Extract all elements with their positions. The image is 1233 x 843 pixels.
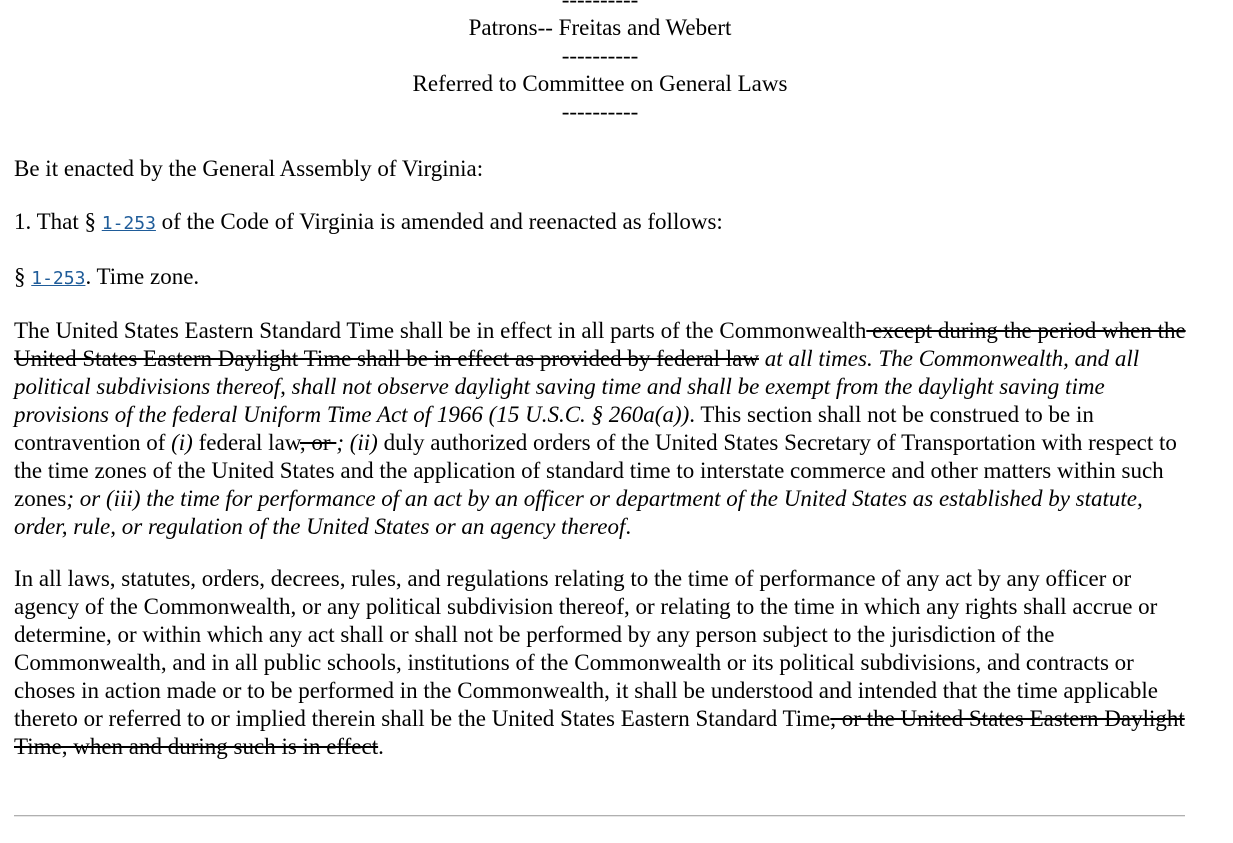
horizontal-rule <box>14 815 1185 817</box>
text-segment: federal law <box>192 430 300 455</box>
committee-referral: Referred to Committee on General Laws <box>412 71 788 96</box>
section-paragraph-1 <box>14 317 1186 541</box>
deleted-text: except during the period when the United States Eastern Daylight Time shall be in effect as provided by federal law <box>14 318 1186 371</box>
section-intro <box>14 208 1186 238</box>
separator-dashes-mid: ---------- <box>561 43 639 68</box>
section-heading-prefix: § <box>14 264 32 289</box>
patrons-line: Patrons-- Freitas and Webert <box>468 15 732 40</box>
inserted-text: (i) <box>171 430 193 455</box>
separator-dashes-bottom: ---------- <box>561 99 639 124</box>
section-heading-link[interactable]: 1-253 <box>31 268 86 289</box>
text-segment: . <box>625 514 632 539</box>
section-heading <box>14 263 1186 293</box>
text-segment: In all laws, statutes, orders, decrees, rules, and regulations relating to the time of performance of any act by any officer or agency of the Commonwealth, or any political subdivision thereof, or relating to the time in which any rights shall accrue or determine, or within which any act shall or shall not be performed by any person subject to the jurisdiction of the Commonwealth, and in all public schools, institutions of the Commonwealth or its political subdivisions, and contracts or choses in action made or to be performed in the Commonwealth, it shall be understood and intended that the time applicable thereto or referred to or implied therein shall be the United States Eastern Standard Time <box>14 566 1158 731</box>
text-segment: . <box>378 734 384 759</box>
section-intro-prefix: 1. That § <box>14 209 102 234</box>
inserted-text: ; (ii) <box>336 430 378 455</box>
bill-header <box>14 0 1186 126</box>
inserted-text: at all times. The Commonwealth, and all political subdivisions thereof, shall not observe daylight saving time and shall be exempt from the daylight saving time provisions of the federal Uniform Time Act of 1966 (15 U.S.C. § 260a(a)) <box>14 346 1140 427</box>
text-segment: . This section shall not be construed to be in contravention of <box>14 402 1094 455</box>
text-segment: duly authorized orders of the United States Secretary of Transportation with respect to the time zones of the United States and the application of standard time to interstate commerce and other matters within such zones <box>14 430 1177 511</box>
bill-document <box>14 0 1186 761</box>
section-intro-suffix: of the Code of Virginia is amended and reenacted as follows: <box>155 209 723 234</box>
section-paragraph-2 <box>14 565 1186 761</box>
section-heading-suffix: . Time zone. <box>85 264 200 289</box>
inserted-text: ; or (iii) the time for performance of an act by an officer or department of the United States as established by statute, order, rule, or regulation of the United States or an agency thereof <box>14 486 1143 539</box>
text-segment: The United States Eastern Standard Time shall be in effect in all parts of the Commonwealth <box>14 318 867 343</box>
separator-dashes-top <box>14 0 1186 14</box>
deleted-text: , or the United States Eastern Daylight Time, when and during such is in effect <box>14 706 1185 759</box>
code-section-link[interactable]: 1-253 <box>101 213 156 234</box>
deleted-text: , or <box>299 430 337 455</box>
enacting-clause: Be it enacted by the General Assembly of Virginia: <box>14 156 484 181</box>
